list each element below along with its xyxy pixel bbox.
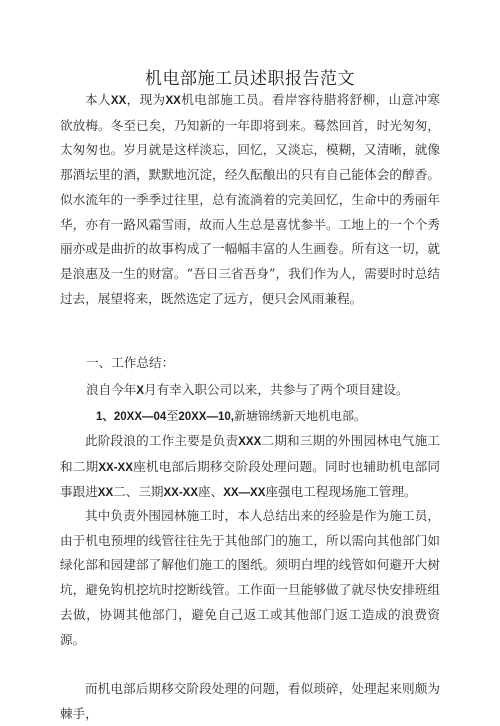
text-run: 浪自今年 (86, 382, 137, 397)
text-run: 机电部施工员。看岸容待腊将舒柳，山意冲寒欲放梅。冬至已矣，乃知新的一年即将到来。蓦然回首，时光匆匆，太匆匆也。岁月就是这样淡忘，回忆，又淡忘，模糊，又清晰，就像那酒坛里的酒，默默地沉淀，经久酝酿出的只有自己能体会的醇香。似水流年的一季季过往里，总有流淌着的完美回忆，生命中的秀丽年华，亦有一路风霜雪雨，故而人生总是喜忧参半。工地上的一个个秀丽亦或是曲折的故事构成了一幅幅丰富的人生画卷。所有这一切，就是浪惠及一生的财富。“吾日三省吾身”，我们作为人，需要时时总结过去，展望将来，既然选定了远方，便只会风雨兼程。 (60, 92, 441, 306)
text-run: 此阶段浪的工作主要是负责 (85, 433, 239, 448)
text-run-bold: XX (165, 95, 181, 107)
text-run-bold: X (136, 385, 145, 397)
text-run: 座强电工程现场施工管理。 (265, 484, 417, 500)
paragraph-handover-issues: 而机电部后期移交阶段处理的问题，看似琐碎，处理起来则颇为棘手， (60, 681, 440, 721)
subheading-project-1 (96, 404, 446, 430)
text-run: 座机电部后期移交阶段处理问题。同时也辅助机电部同事跟进 (60, 458, 441, 500)
text-run-bold: 1、20XX—04 (96, 411, 167, 423)
text-run: 二期和三期的外围园林电气施工和二期 (60, 433, 441, 474)
document-title: 机电部施工员述职报告范文 (145, 69, 355, 89)
text-run-bold: XX-XX (163, 487, 199, 500)
text-run: 至 (166, 409, 179, 423)
text-run: 本人 (85, 92, 111, 107)
text-run-bold: XX-XX (98, 461, 133, 474)
text-run-bold: XX—XX (223, 487, 266, 500)
section-heading-work-summary: 一、工作总结： (86, 355, 175, 370)
text-run-bold: XX (97, 487, 114, 500)
text-run-bold: 20XX—10, (178, 411, 234, 423)
text-run: 座、 (198, 484, 224, 500)
text-run: ，现为 (126, 92, 166, 107)
text-run: 新塘锦绣新天地机电部。 (233, 409, 366, 423)
paragraph-phase-work (60, 429, 440, 506)
text-run: 月有幸入职公司以来，共参与了两个项目建设。 (144, 382, 409, 397)
paragraph-landscape-experience: 其中负责外围园林施工时，本人总结出来的经验是作为施工员，由于机电预埋的线管往往先于其他部门的施工，所以需向其他部门如绿化部和园建部了解他们施工的图纸。须明白埋的线管如何避开大树坑，避免钩机挖坑时挖断线管。工作面一旦能够做了就尽快安排班组去做，协调其他部门，避免自己返工或其他部门返工造成的浪费资源。 (60, 508, 440, 647)
paragraph-projects (86, 378, 446, 404)
text-run-bold: XX (110, 95, 127, 107)
text-run: 二、三期 (113, 484, 164, 500)
text-run-bold: XXX (238, 436, 262, 448)
paragraph-intro (60, 88, 440, 311)
